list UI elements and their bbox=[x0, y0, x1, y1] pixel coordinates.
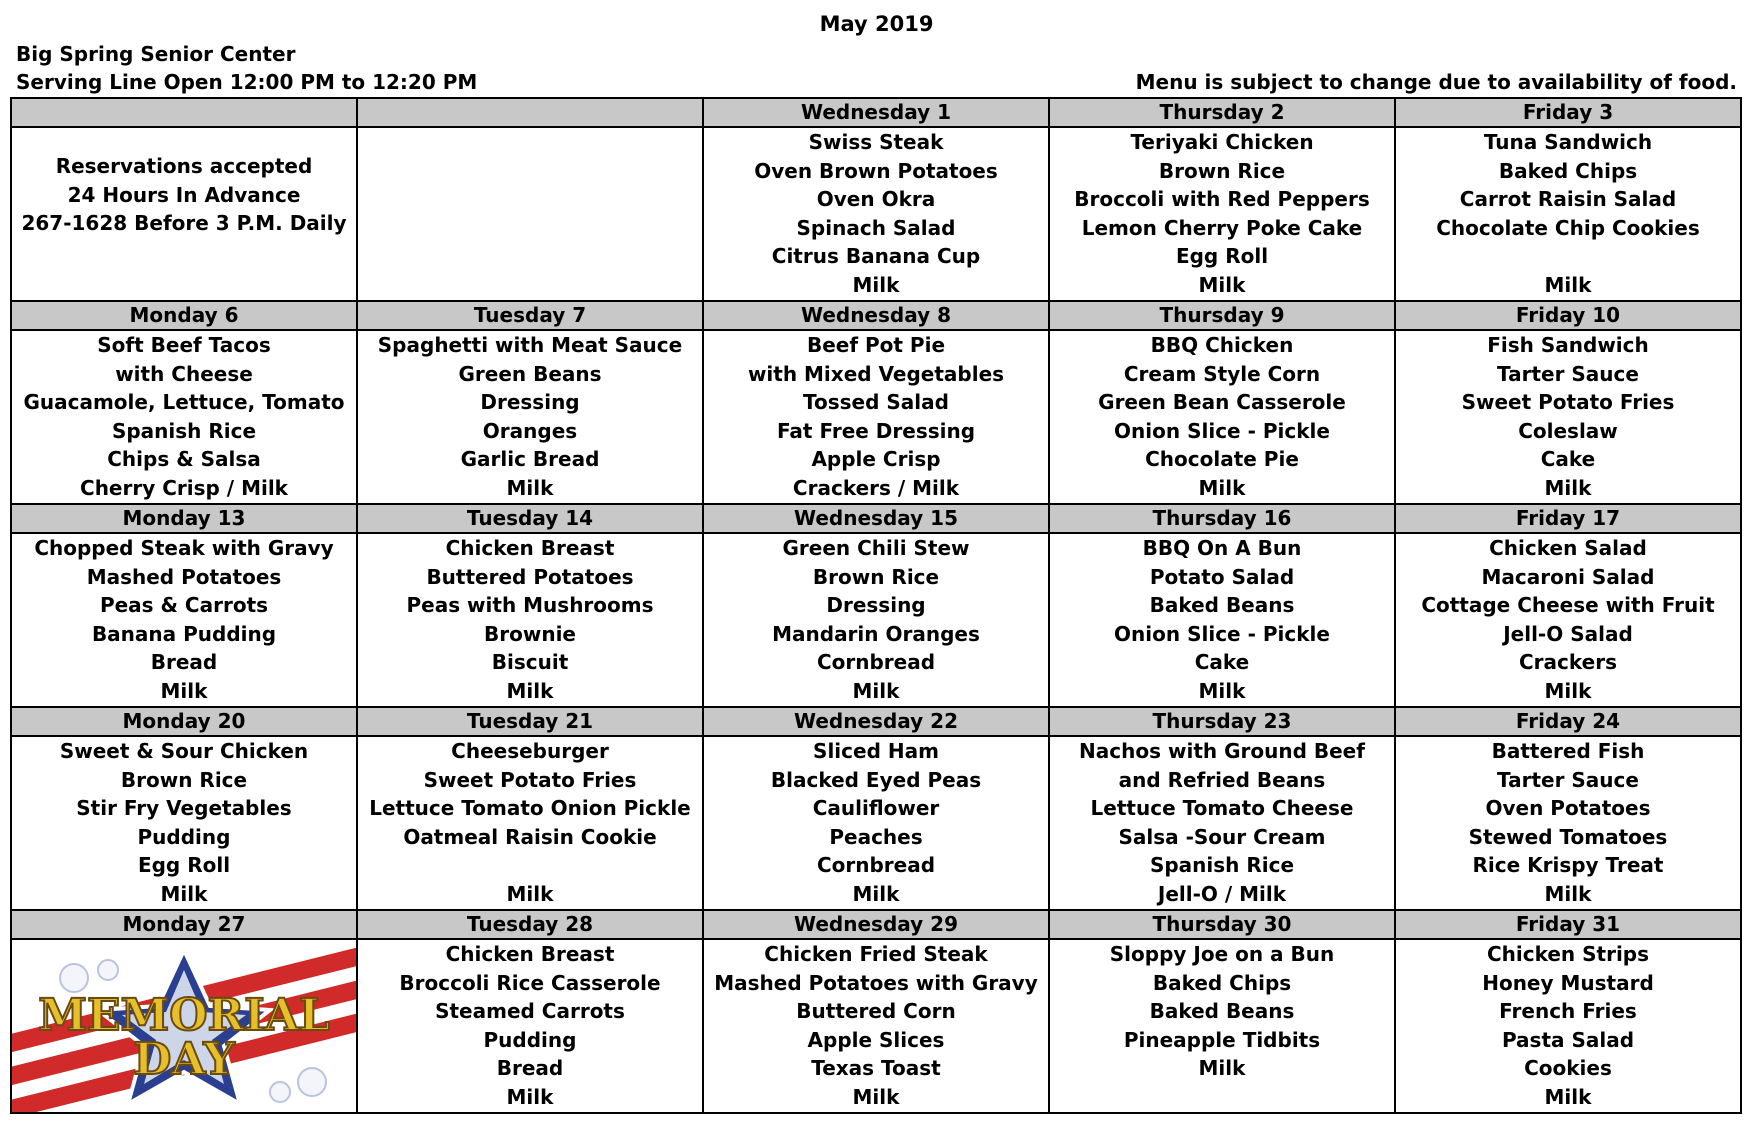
menu-item: Macaroni Salad bbox=[1481, 564, 1655, 589]
memorial-day-banner-icon bbox=[12, 940, 356, 1112]
menu-item: Bread bbox=[150, 650, 218, 675]
menu-item: Crackers / Milk bbox=[792, 475, 960, 500]
menu-item: Lettuce Tomato Onion Pickle bbox=[369, 796, 691, 821]
menu-item: and Refried Beans bbox=[1118, 767, 1326, 792]
menu-item: Carrot Raisin Salad bbox=[1459, 187, 1677, 212]
menu-item: Egg Roll bbox=[137, 853, 231, 878]
menu-item: Milk bbox=[852, 678, 900, 703]
day-header: Tuesday 28 bbox=[357, 910, 703, 939]
menu-item: Milk bbox=[1198, 272, 1246, 297]
day-menu-cell bbox=[1049, 127, 1395, 301]
day-header: Thursday 30 bbox=[1049, 910, 1395, 939]
day-menu-cell bbox=[11, 533, 357, 707]
day-header: Friday 3 bbox=[1395, 98, 1741, 127]
menu-item: Cake bbox=[1540, 447, 1596, 472]
day-header: Thursday 16 bbox=[1049, 504, 1395, 533]
day-header: Monday 13 bbox=[11, 504, 357, 533]
menu-item: Milk bbox=[852, 1084, 900, 1109]
day-header-empty bbox=[357, 98, 703, 127]
menu-item: Cornbread bbox=[816, 853, 936, 878]
day-menu-cell bbox=[11, 736, 357, 910]
menu-item: Milk bbox=[506, 881, 554, 906]
menu-item: Baked Beans bbox=[1149, 999, 1295, 1024]
day-header: Friday 31 bbox=[1395, 910, 1741, 939]
menu-item: Milk bbox=[160, 881, 208, 906]
menu-item: Oven Potatoes bbox=[1485, 796, 1651, 821]
day-header: Tuesday 21 bbox=[357, 707, 703, 736]
day-header: Friday 24 bbox=[1395, 707, 1741, 736]
menu-item: Sliced Ham bbox=[813, 739, 939, 763]
menu-item: Rice Krispy Treat bbox=[1472, 853, 1664, 878]
menu-item: Teriyaki Chicken bbox=[1130, 130, 1314, 154]
week-menu-row bbox=[11, 736, 1741, 910]
menu-item: Pineapple Tidbits bbox=[1123, 1027, 1321, 1052]
day-menu-cell bbox=[703, 330, 1049, 504]
menu-item bbox=[1396, 242, 1740, 271]
day-header: Thursday 23 bbox=[1049, 707, 1395, 736]
menu-item: with Mixed Vegetables bbox=[747, 361, 1005, 386]
menu-item: Cauliflower bbox=[812, 796, 940, 821]
menu-item: Green Chili Stew bbox=[782, 536, 970, 560]
day-menu-cell bbox=[11, 330, 357, 504]
menu-item: Coleslaw bbox=[1518, 418, 1618, 443]
menu-item: Cheeseburger bbox=[451, 739, 609, 763]
menu-item: Sloppy Joe on a Bun bbox=[1109, 942, 1335, 966]
week-header-row bbox=[11, 98, 1741, 127]
menu-item: Cottage Cheese with Fruit bbox=[1421, 593, 1715, 618]
menu-item: Nachos with Ground Beef bbox=[1079, 739, 1365, 763]
day-menu-cell bbox=[357, 533, 703, 707]
menu-item: Chocolate Pie bbox=[1145, 447, 1299, 472]
menu-item: Chopped Steak with Gravy bbox=[34, 536, 334, 560]
menu-item: Cookies bbox=[1524, 1056, 1612, 1081]
memorial-day-graphic bbox=[12, 940, 356, 1112]
menu-item: Milk bbox=[1198, 1056, 1246, 1081]
menu-item: Baked Chips bbox=[1152, 970, 1292, 995]
menu-item: Apple Slices bbox=[807, 1027, 945, 1052]
menu-item: Egg Roll bbox=[1175, 244, 1269, 269]
menu-item: Buttered Corn bbox=[796, 999, 956, 1024]
menu-item bbox=[358, 851, 702, 880]
menu-item: Spaghetti with Meat Sauce bbox=[377, 333, 683, 357]
menu-calendar bbox=[10, 97, 1742, 1114]
menu-item: Spanish Rice bbox=[1149, 853, 1295, 878]
menu-item: Salsa -Sour Cream bbox=[1118, 824, 1326, 849]
menu-item: Milk bbox=[1198, 678, 1246, 703]
menu-item: Oranges bbox=[482, 418, 578, 443]
menu-item: Cream Style Corn bbox=[1123, 361, 1321, 386]
day-header: Wednesday 29 bbox=[703, 910, 1049, 939]
menu-item: Chicken Breast bbox=[445, 942, 615, 966]
day-header: Monday 20 bbox=[11, 707, 357, 736]
menu-item: Tarter Sauce bbox=[1497, 361, 1639, 386]
week-menu-row bbox=[11, 127, 1741, 301]
menu-item: Bread bbox=[496, 1056, 564, 1081]
menu-item: Stewed Tomatoes bbox=[1468, 824, 1668, 849]
menu-item: Onion Slice - Pickle bbox=[1114, 418, 1330, 443]
day-menu-cell bbox=[703, 939, 1049, 1113]
day-menu-cell bbox=[703, 533, 1049, 707]
day-menu-cell bbox=[1049, 736, 1395, 910]
week-header-row bbox=[11, 707, 1741, 736]
menu-notice: Menu is subject to change due to availability of food. bbox=[1135, 70, 1737, 94]
week-header-row bbox=[11, 910, 1741, 939]
menu-item: Dressing bbox=[826, 593, 926, 618]
week-header-row bbox=[11, 504, 1741, 533]
day-menu-cell bbox=[1049, 330, 1395, 504]
menu-item: French Fries bbox=[1499, 999, 1637, 1024]
day-menu-cell bbox=[703, 127, 1049, 301]
day-menu-cell bbox=[1395, 127, 1741, 301]
day-header: Wednesday 1 bbox=[703, 98, 1049, 127]
week-header-row bbox=[11, 301, 1741, 330]
reservations-cell bbox=[11, 127, 357, 301]
memorial-line1-text: MEMORIAL bbox=[38, 990, 330, 1041]
week-menu-row bbox=[11, 330, 1741, 504]
menu-item: Brownie bbox=[484, 621, 576, 646]
menu-item: Biscuit bbox=[491, 650, 569, 675]
reservations-line: 24 Hours In Advance bbox=[67, 182, 301, 207]
week-menu-row bbox=[11, 533, 1741, 707]
menu-item: Chicken Fried Steak bbox=[764, 942, 988, 966]
week-menu-row bbox=[11, 939, 1741, 1113]
memorial-day-cell bbox=[11, 939, 357, 1113]
menu-item: Texas Toast bbox=[811, 1056, 941, 1081]
day-menu-cell bbox=[357, 330, 703, 504]
menu-item: Spanish Rice bbox=[111, 418, 257, 443]
menu-item: Milk bbox=[1544, 475, 1592, 500]
day-header: Tuesday 14 bbox=[357, 504, 703, 533]
day-header: Wednesday 15 bbox=[703, 504, 1049, 533]
menu-item: Brown Rice bbox=[812, 564, 940, 589]
menu-item: Sweet Potato Fries bbox=[1461, 390, 1675, 415]
menu-item: Sweet & Sour Chicken bbox=[59, 739, 309, 763]
menu-item: Chips & Salsa bbox=[107, 447, 261, 472]
day-menu-cell bbox=[1049, 533, 1395, 707]
day-header: Thursday 9 bbox=[1049, 301, 1395, 330]
menu-item: Green Bean Casserole bbox=[1098, 390, 1346, 415]
day-menu-cell bbox=[1395, 533, 1741, 707]
menu-item: Steamed Carrots bbox=[435, 999, 625, 1024]
day-header: Tuesday 7 bbox=[357, 301, 703, 330]
reservations-line: 267-1628 Before 3 P.M. Daily bbox=[21, 211, 347, 236]
menu-item: Cherry Crisp / Milk bbox=[80, 475, 288, 500]
menu-item: with Cheese bbox=[115, 361, 253, 386]
menu-item: Apple Crisp bbox=[811, 447, 941, 472]
day-header: Monday 6 bbox=[11, 301, 357, 330]
menu-item: Milk bbox=[1544, 678, 1592, 703]
menu-item: Tuna Sandwich bbox=[1483, 130, 1653, 154]
menu-item: Oven Brown Potatoes bbox=[754, 158, 998, 183]
menu-item: Cornbread bbox=[816, 650, 936, 675]
menu-item: Green Beans bbox=[458, 361, 602, 386]
menu-item: Chicken Breast bbox=[445, 536, 615, 560]
menu-item: BBQ On A Bun bbox=[1142, 536, 1302, 560]
menu-item: Milk bbox=[506, 475, 554, 500]
menu-item: Pudding bbox=[137, 824, 231, 849]
day-header: Monday 27 bbox=[11, 910, 357, 939]
day-menu-cell bbox=[703, 736, 1049, 910]
menu-item: Mashed Potatoes with Gravy bbox=[714, 970, 1038, 995]
menu-item: Pudding bbox=[483, 1027, 577, 1052]
menu-item: Tossed Salad bbox=[803, 390, 949, 415]
menu-item: Broccoli with Red Peppers bbox=[1074, 187, 1370, 212]
menu-item: Milk bbox=[1544, 1084, 1592, 1109]
day-menu-cell bbox=[1395, 736, 1741, 910]
menu-item: Milk bbox=[852, 881, 900, 906]
menu-item: Broccoli Rice Casserole bbox=[399, 970, 661, 995]
menu-item: Peas with Mushrooms bbox=[406, 593, 654, 618]
menu-item: Citrus Banana Cup bbox=[771, 244, 981, 269]
menu-item: Guacamole, Lettuce, Tomato bbox=[23, 390, 345, 415]
menu-item: Fat Free Dressing bbox=[776, 418, 976, 443]
menu-item: Soft Beef Tacos bbox=[97, 333, 271, 357]
menu-item: Honey Mustard bbox=[1482, 970, 1654, 995]
menu-item: Dressing bbox=[480, 390, 580, 415]
menu-item: Lemon Cherry Poke Cake bbox=[1081, 215, 1363, 240]
menu-item: Brown Rice bbox=[1158, 158, 1286, 183]
menu-item: Banana Pudding bbox=[91, 621, 277, 646]
menu-item: Milk bbox=[1198, 475, 1246, 500]
menu-item: Swiss Steak bbox=[808, 130, 944, 154]
day-header: Friday 17 bbox=[1395, 504, 1741, 533]
day-header-empty bbox=[11, 98, 357, 127]
menu-item: Mandarin Oranges bbox=[772, 621, 980, 646]
menu-item: Potato Salad bbox=[1149, 564, 1295, 589]
menu-item: Milk bbox=[852, 272, 900, 297]
menu-item: Peas & Carrots bbox=[99, 593, 269, 618]
menu-item: BBQ Chicken bbox=[1150, 333, 1294, 357]
day-menu-cell bbox=[357, 736, 703, 910]
menu-item: Chicken Salad bbox=[1489, 536, 1647, 560]
menu-item: Stir Fry Vegetables bbox=[76, 796, 292, 821]
menu-item: Garlic Bread bbox=[460, 447, 600, 472]
day-menu-cell bbox=[1395, 939, 1741, 1113]
menu-item: Milk bbox=[506, 678, 554, 703]
menu-item: Milk bbox=[1544, 881, 1592, 906]
menu-item: Chicken Strips bbox=[1486, 942, 1650, 966]
menu-item: Beef Pot Pie bbox=[806, 333, 946, 357]
menu-item: Tarter Sauce bbox=[1497, 767, 1639, 792]
menu-item: Brown Rice bbox=[120, 767, 248, 792]
menu-item: Oatmeal Raisin Cookie bbox=[403, 824, 657, 849]
menu-item: Milk bbox=[1544, 272, 1592, 297]
day-header: Wednesday 8 bbox=[703, 301, 1049, 330]
day-header: Friday 10 bbox=[1395, 301, 1741, 330]
menu-item: Sweet Potato Fries bbox=[423, 767, 637, 792]
menu-item: Fish Sandwich bbox=[1487, 333, 1649, 357]
menu-item: Cake bbox=[1194, 650, 1250, 675]
menu-item: Blacked Eyed Peas bbox=[770, 767, 982, 792]
menu-item: Onion Slice - Pickle bbox=[1114, 621, 1330, 646]
center-name: Big Spring Senior Center bbox=[16, 42, 296, 66]
day-menu-cell bbox=[1395, 330, 1741, 504]
page-title: May 2019 bbox=[819, 12, 934, 36]
menu-item: Battered Fish bbox=[1491, 739, 1645, 763]
day-menu-cell bbox=[357, 939, 703, 1113]
menu-item: Chocolate Chip Cookies bbox=[1436, 215, 1700, 240]
menu-item: Buttered Potatoes bbox=[426, 564, 634, 589]
menu-item: Spinach Salad bbox=[796, 215, 956, 240]
menu-item: Oven Okra bbox=[816, 187, 936, 212]
menu-item: Baked Beans bbox=[1149, 593, 1295, 618]
day-header: Wednesday 22 bbox=[703, 707, 1049, 736]
memorial-line2-text: DAY bbox=[133, 1034, 235, 1085]
menu-item: Jell-O / Milk bbox=[1157, 881, 1287, 906]
menu-item: Milk bbox=[506, 1084, 554, 1109]
menu-item: Pasta Salad bbox=[1501, 1027, 1635, 1052]
serving-hours: Serving Line Open 12:00 PM to 12:20 PM bbox=[16, 70, 478, 94]
menu-item: Milk bbox=[160, 678, 208, 703]
empty-day-cell bbox=[357, 127, 703, 301]
menu-item: Lettuce Tomato Cheese bbox=[1090, 796, 1354, 821]
menu-item: Peaches bbox=[829, 824, 923, 849]
menu-item: Baked Chips bbox=[1498, 158, 1638, 183]
menu-item: Crackers bbox=[1519, 650, 1617, 675]
reservations-line: Reservations accepted bbox=[55, 154, 313, 178]
day-menu-cell bbox=[1049, 939, 1395, 1113]
menu-item: Jell-O Salad bbox=[1503, 621, 1633, 646]
day-header: Thursday 2 bbox=[1049, 98, 1395, 127]
menu-item: Mashed Potatoes bbox=[86, 564, 282, 589]
